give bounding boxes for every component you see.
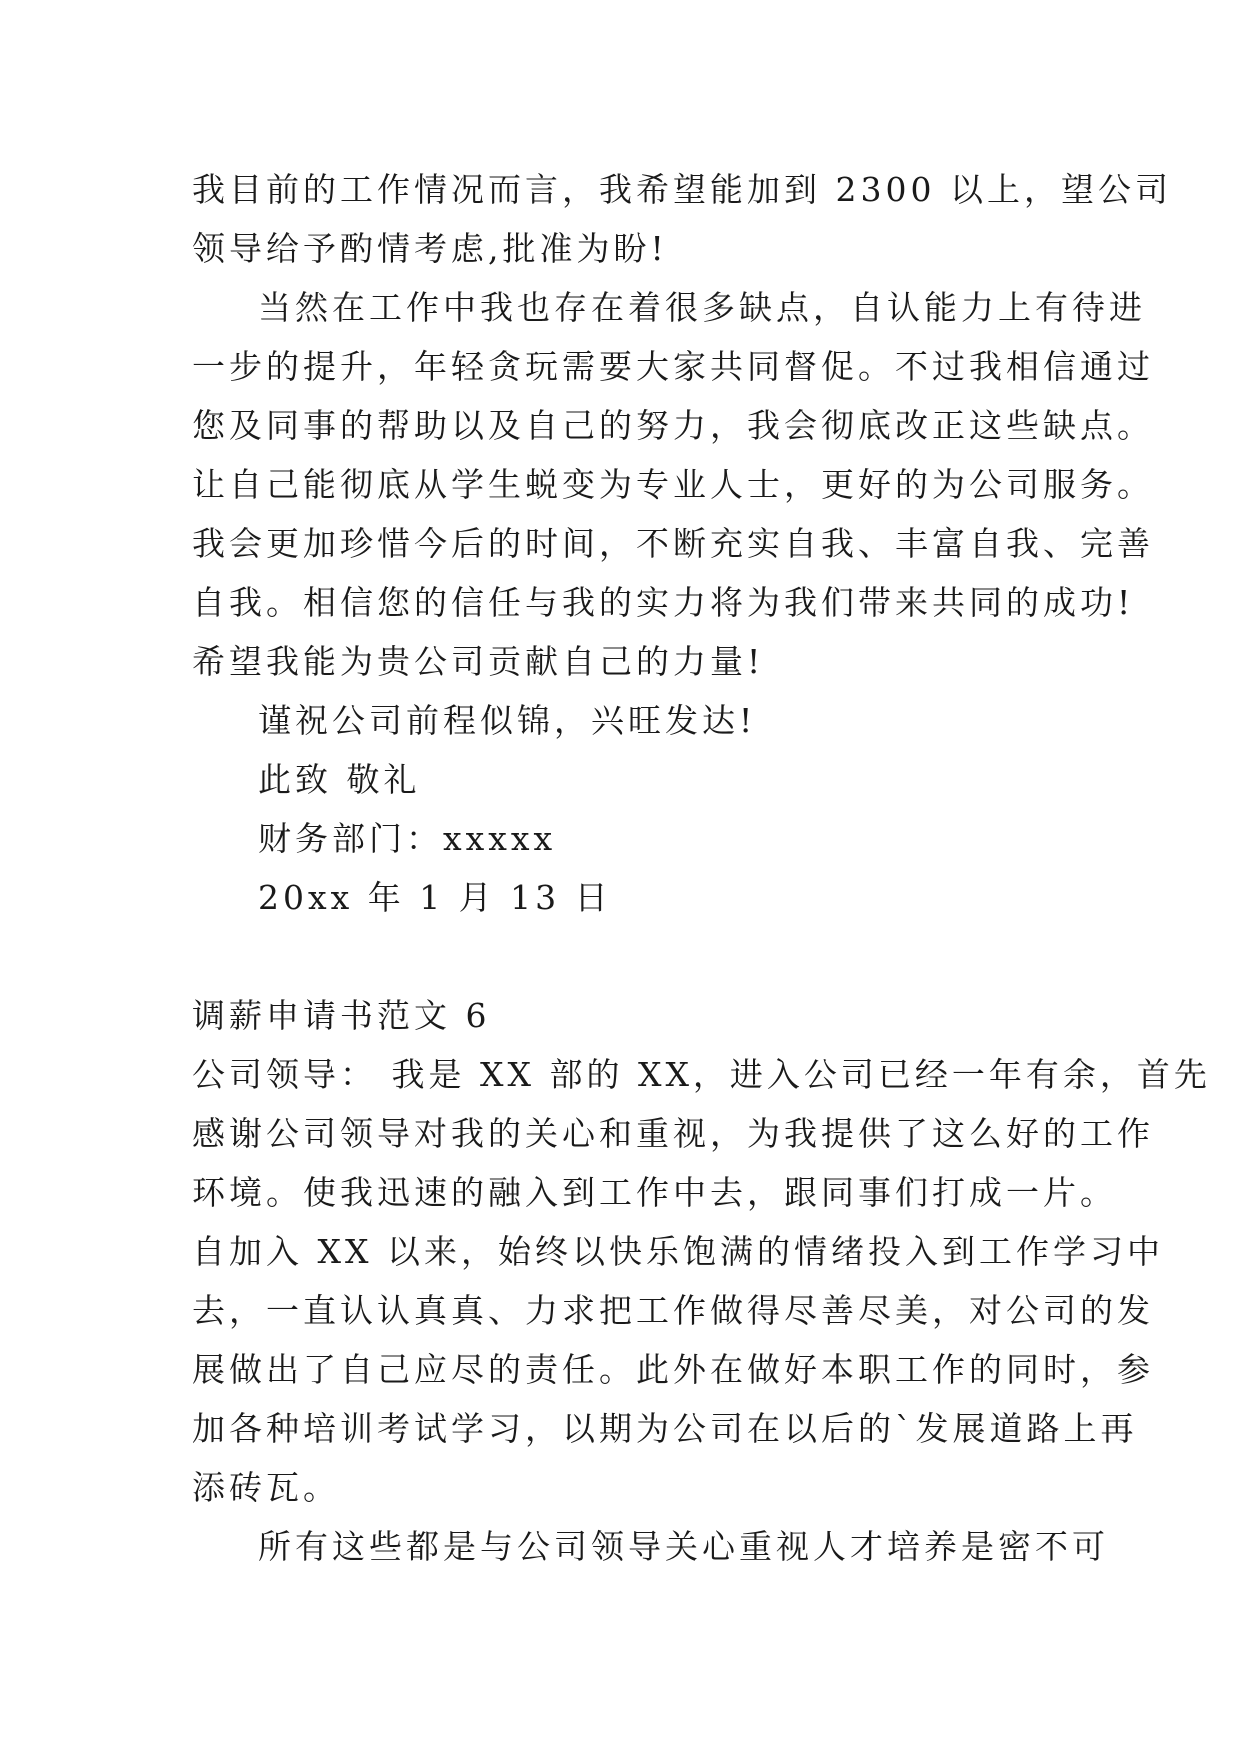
text-line: 希望我能为贵公司贡献自己的力量! [192, 642, 765, 681]
text-line: 环境。使我迅速的融入到工作中去，跟同事们打成一片。 [192, 1173, 1117, 1212]
text-line: 所有这些都是与公司领导关心重视人才培养是密不可 [258, 1527, 1109, 1566]
text-line: 我会更加珍惜今后的时间，不断充实自我、丰富自我、完善 [192, 524, 1154, 563]
text-line: 当然在工作中我也存在着很多缺点，自认能力上有待进 [258, 288, 1146, 327]
text-line: 我目前的工作情况而言，我希望能加到 2300 以上，望公司 [192, 170, 1172, 209]
text-line: 领导给予酌情考虑,批准为盼! [192, 229, 668, 268]
text-line: 您及同事的帮助以及自己的努力，我会彻底改正这些缺点。 [192, 406, 1154, 445]
text-line: 公司领导： 我是 XX 部的 XX，进入公司已经一年有余，首先 [192, 1055, 1211, 1094]
text-line: 一步的提升，年轻贪玩需要大家共同督促。不过我相信通过 [192, 347, 1154, 386]
letter-date: 20xx 年 1 月 13 日 [258, 878, 612, 917]
paragraph-gratitude [192, 1517, 1109, 1576]
document-body [192, 160, 1211, 1576]
text-line: 展做出了自己应尽的责任。此外在做好本职工作的同时，参 [192, 1350, 1154, 1389]
text-line: 感谢公司领导对我的关心和重视，为我提供了这么好的工作 [192, 1114, 1154, 1153]
section-title: 调薪申请书范文 6 [192, 996, 491, 1035]
text-line: 加各种培训考试学习，以期为公司在以后的`发展道路上再 [192, 1409, 1138, 1448]
text-line: 添砖瓦。 [192, 1468, 340, 1507]
section-6 [192, 986, 1211, 1576]
paragraph-salary-request [192, 160, 1172, 278]
section-gap [192, 927, 1062, 986]
closing-salute: 此致 敬礼 [258, 760, 421, 799]
closing-block [192, 691, 1062, 927]
paragraph-intro [192, 1045, 1211, 1517]
text-line: 自我。相信您的信任与我的实力将为我们带来共同的成功! [192, 583, 1135, 622]
closing-wish: 谨祝公司前程似锦，兴旺发达! [258, 701, 757, 740]
signature: 财务部门：xxxxx [258, 819, 557, 858]
text-line: 让自己能彻底从学生蜕变为专业人士，更好的为公司服务。 [192, 465, 1154, 504]
text-line: 自加入 XX 以来，始终以快乐饱满的情绪投入到工作学习中 [192, 1232, 1164, 1271]
text-line: 去，一直认认真真、力求把工作做得尽善尽美，对公司的发 [192, 1291, 1154, 1330]
paragraph-shortcomings [192, 278, 1154, 691]
